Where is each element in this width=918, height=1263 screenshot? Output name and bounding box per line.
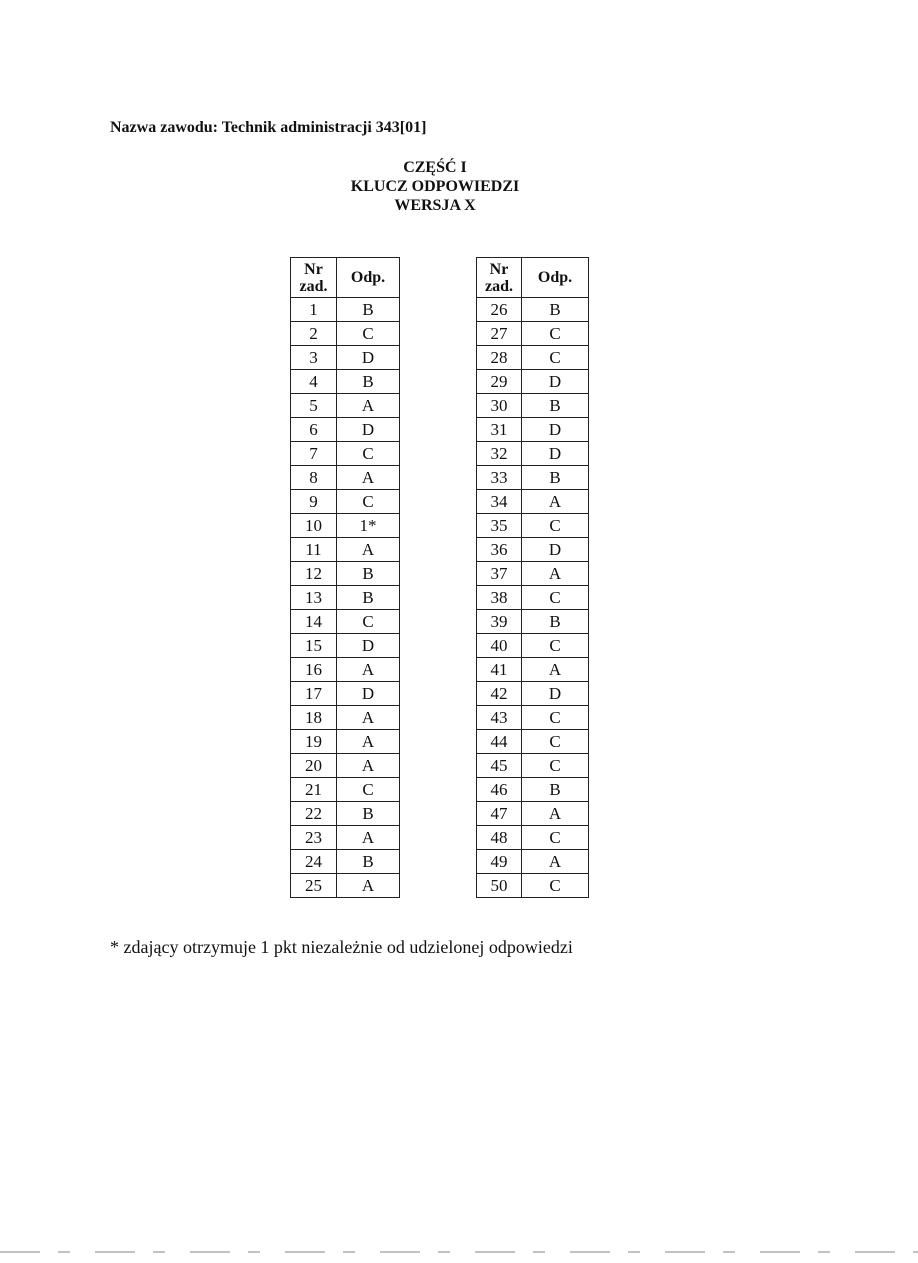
table-row (291, 442, 400, 466)
table-row (477, 826, 589, 850)
table-row (477, 322, 589, 346)
table-row (477, 850, 589, 874)
task-number-cell: 10 (291, 514, 337, 538)
table-row (477, 682, 589, 706)
task-number-cell: 26 (477, 298, 522, 322)
task-number-cell: 46 (477, 778, 522, 802)
table-row (477, 562, 589, 586)
answer-cell: A (522, 802, 589, 826)
key-title: KLUCZ ODPOWIEDZI (350, 178, 520, 195)
answer-cell: D (337, 682, 400, 706)
answer-cell: C (337, 490, 400, 514)
table-row (291, 658, 400, 682)
task-number-cell: 2 (291, 322, 337, 346)
answer-cell: B (337, 562, 400, 586)
answer-cell: C (522, 514, 589, 538)
task-number-cell: 41 (477, 658, 522, 682)
answer-cell: B (337, 802, 400, 826)
table-row (291, 562, 400, 586)
table-row (291, 850, 400, 874)
table-row (477, 730, 589, 754)
table-row (291, 778, 400, 802)
answer-cell: B (522, 298, 589, 322)
profession-line: Nazwa zawodu: Technik administracji 343[01] (110, 119, 427, 136)
answer-cell: B (337, 586, 400, 610)
table-row (291, 682, 400, 706)
answer-cell: D (337, 346, 400, 370)
answer-cell: 1* (337, 514, 400, 538)
answer-cell: A (337, 706, 400, 730)
task-number-cell: 48 (477, 826, 522, 850)
task-number-cell: 35 (477, 514, 522, 538)
task-number-cell: 1 (291, 298, 337, 322)
task-number-cell: 7 (291, 442, 337, 466)
answer-cell: B (337, 298, 400, 322)
task-number-cell: 20 (291, 754, 337, 778)
answer-cell: C (522, 586, 589, 610)
task-number-cell: 34 (477, 490, 522, 514)
task-number-cell: 22 (291, 802, 337, 826)
table-row (291, 586, 400, 610)
answer-cell: C (337, 610, 400, 634)
table-row (477, 586, 589, 610)
table-row (291, 730, 400, 754)
task-number-cell: 32 (477, 442, 522, 466)
answer-cell: C (522, 826, 589, 850)
answer-cell: C (522, 754, 589, 778)
answer-cell: D (522, 538, 589, 562)
task-number-cell: 23 (291, 826, 337, 850)
task-number-cell: 5 (291, 394, 337, 418)
answer-cell: A (337, 538, 400, 562)
task-number-cell: 31 (477, 418, 522, 442)
table-row (291, 754, 400, 778)
answer-cell: A (337, 730, 400, 754)
task-number-cell: 15 (291, 634, 337, 658)
task-number-cell: 24 (291, 850, 337, 874)
table-row (477, 394, 589, 418)
table-header-row (477, 258, 589, 298)
task-number-cell: 40 (477, 634, 522, 658)
table-row (477, 466, 589, 490)
table-row (477, 418, 589, 442)
table-row (477, 658, 589, 682)
answer-cell: C (337, 442, 400, 466)
task-number-cell: 27 (477, 322, 522, 346)
task-number-cell: 8 (291, 466, 337, 490)
table-row (291, 490, 400, 514)
table-row (477, 754, 589, 778)
answer-cell: B (337, 370, 400, 394)
table-row (291, 322, 400, 346)
task-number-cell: 45 (477, 754, 522, 778)
task-number-cell: 49 (477, 850, 522, 874)
answer-cell: A (522, 658, 589, 682)
answer-cell: D (522, 682, 589, 706)
table-row (291, 826, 400, 850)
task-number-cell: 13 (291, 586, 337, 610)
task-number-cell: 30 (477, 394, 522, 418)
scan-edge-line (0, 1251, 918, 1253)
answer-cell: B (522, 394, 589, 418)
table-row (477, 346, 589, 370)
answer-cell: B (337, 850, 400, 874)
answer-cell: C (337, 322, 400, 346)
answer-cell: B (522, 778, 589, 802)
task-number-cell: 38 (477, 586, 522, 610)
answer-cell: C (522, 730, 589, 754)
table-header-row (291, 258, 400, 298)
table-row (291, 802, 400, 826)
task-number-cell: 25 (291, 874, 337, 898)
answer-cell: A (337, 658, 400, 682)
header-zad-label: zad. (299, 277, 328, 295)
table-row (291, 874, 400, 898)
task-number-cell: 28 (477, 346, 522, 370)
table-row (477, 370, 589, 394)
table-row (291, 298, 400, 322)
table-row (291, 370, 400, 394)
task-number-cell: 43 (477, 706, 522, 730)
task-number-cell: 19 (291, 730, 337, 754)
part-title: CZĘŚĆ I (403, 159, 467, 176)
answer-rows-right (477, 298, 589, 898)
table-row (291, 514, 400, 538)
table-row (477, 490, 589, 514)
answer-cell: D (337, 418, 400, 442)
header-zad-label: zad. (485, 277, 513, 295)
table-row (477, 538, 589, 562)
table-row (291, 538, 400, 562)
answer-cell: D (337, 634, 400, 658)
table-row (477, 610, 589, 634)
task-number-cell: 18 (291, 706, 337, 730)
answer-rows-left (291, 298, 400, 898)
table-row (477, 634, 589, 658)
answer-table-left (290, 257, 400, 898)
version-title: WERSJA X (394, 197, 476, 214)
table-row (291, 466, 400, 490)
task-number-cell: 29 (477, 370, 522, 394)
table-row (477, 778, 589, 802)
header-nr-label: Nr (304, 260, 323, 278)
task-number-cell: 44 (477, 730, 522, 754)
task-number-cell: 17 (291, 682, 337, 706)
answer-cell: C (522, 706, 589, 730)
task-number-cell: 11 (291, 538, 337, 562)
header-nr-label: Nr (489, 260, 509, 278)
task-number-cell: 6 (291, 418, 337, 442)
answer-cell: D (522, 442, 589, 466)
answer-cell: D (522, 370, 589, 394)
answer-key-heading (0, 158, 870, 215)
answer-cell: A (522, 562, 589, 586)
answer-cell: A (337, 754, 400, 778)
task-number-cell: 14 (291, 610, 337, 634)
task-number-cell: 36 (477, 538, 522, 562)
table-row (291, 634, 400, 658)
table-row (477, 874, 589, 898)
header-task-number (477, 258, 522, 298)
header-answer: Odp. (522, 258, 589, 298)
task-number-cell: 47 (477, 802, 522, 826)
task-number-cell: 21 (291, 778, 337, 802)
answer-cell: C (522, 634, 589, 658)
task-number-cell: 16 (291, 658, 337, 682)
answer-cell: A (337, 826, 400, 850)
answer-cell: C (522, 322, 589, 346)
footnote: * zdający otrzymuje 1 pkt niezależnie od udzielonej odpowiedzi (110, 937, 573, 957)
task-number-cell: 12 (291, 562, 337, 586)
task-number-cell: 4 (291, 370, 337, 394)
answer-table-right (476, 257, 589, 898)
table-row (291, 346, 400, 370)
table-row (477, 442, 589, 466)
answer-cell: C (522, 346, 589, 370)
answer-cell: A (522, 490, 589, 514)
answer-cell: C (337, 778, 400, 802)
header-answer: Odp. (337, 258, 400, 298)
task-number-cell: 42 (477, 682, 522, 706)
answer-cell: B (522, 610, 589, 634)
task-number-cell: 9 (291, 490, 337, 514)
table-row (477, 802, 589, 826)
task-number-cell: 50 (477, 874, 522, 898)
answer-cell: A (522, 850, 589, 874)
table-row (477, 298, 589, 322)
answer-cell: D (522, 418, 589, 442)
task-number-cell: 39 (477, 610, 522, 634)
table-row (477, 706, 589, 730)
table-row (291, 418, 400, 442)
answer-cell: B (522, 466, 589, 490)
table-row (291, 706, 400, 730)
task-number-cell: 3 (291, 346, 337, 370)
task-number-cell: 33 (477, 466, 522, 490)
answer-cell: A (337, 394, 400, 418)
table-row (291, 610, 400, 634)
task-number-cell: 37 (477, 562, 522, 586)
answer-cell: C (522, 874, 589, 898)
answer-cell: A (337, 874, 400, 898)
header-task-number (291, 258, 337, 298)
table-row (477, 514, 589, 538)
table-row (291, 394, 400, 418)
answer-cell: A (337, 466, 400, 490)
